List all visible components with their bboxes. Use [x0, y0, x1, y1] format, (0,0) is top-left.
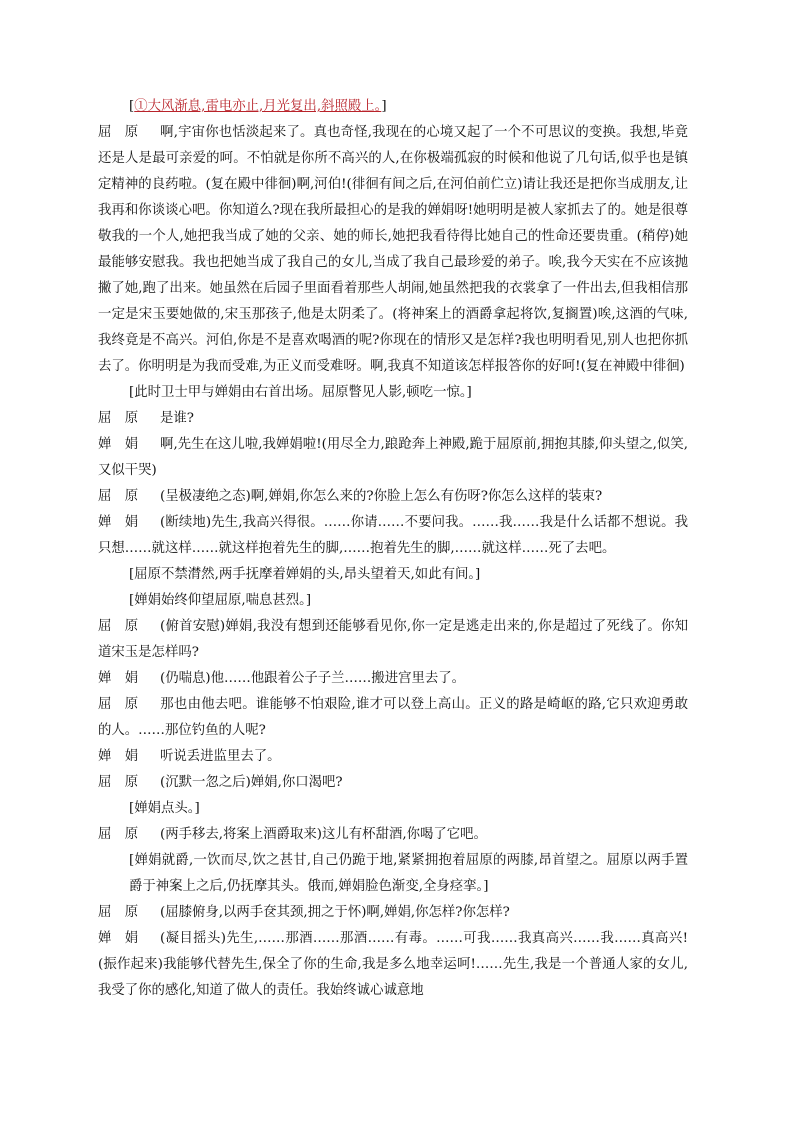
stage-direction: [婵娟就爵,一饮而尽,饮之甚甘,自己仍跪于地,紧紧拥抱着屈原的两膝,昂首望之。屈原以两手置爵于神案上之后,仍抚摩其头。俄而,婵娟脸色渐变,全身痉挛。]: [129, 853, 688, 894]
dialogue-text: (俯首安慰)婵娟,我没有想到还能够看见你,你一定是逃走出来的,你是超过了死线了。你知道宋玉是怎样吗?: [98, 619, 688, 660]
dialogue-text: (屈膝俯身,以两手奁其颈,拥之于怀)啊,婵娟,你怎样?你怎样?: [160, 905, 510, 920]
speaker-name: 屈 原: [98, 619, 139, 634]
document-page: [98, 94, 688, 1004]
speaker-name: 婵 娟: [98, 515, 139, 530]
speaker-name: 屈 原: [98, 489, 139, 504]
dialogue-line: [98, 926, 688, 1004]
speaker-name: 屈 原: [98, 827, 139, 842]
speaker-name: 屈 原: [98, 411, 139, 426]
dialogue-line: [98, 744, 688, 770]
dialogue-text: 听说丢进监里去了。: [160, 749, 281, 764]
stage-direction: [婵娟始终仰望屈原,喘息甚烈。]: [129, 593, 312, 608]
speaker-name: 婵 娟: [98, 437, 139, 452]
speaker-name: 婵 娟: [98, 931, 139, 946]
dialogue-line: [98, 692, 688, 744]
stage-direction-annotated: [98, 94, 688, 120]
dialogue-line: [98, 510, 688, 562]
stage-direction: [婵娟点头。]: [129, 801, 200, 816]
dialogue-line: [98, 666, 688, 692]
annotation-marked-text: ①大风渐息,雷电亦止,月光复出,斜照殿上。: [134, 99, 382, 114]
dialogue-text: 啊,先生在这儿啦,我婵娟啦!(用尽全力,踉跄奔上神殿,跪于屈原前,拥抱其膝,仰头望之,似笑,又似干哭): [98, 437, 688, 478]
dialogue-line: [98, 406, 688, 432]
dialogue-text: 啊,宇宙你也恬淡起来了。真也奇怪,我现在的心境又起了一个不可思议的变换。我想,毕竟还是人是最可亲爱的呵。不怕就是你所不高兴的人,在你极端孤寂的时候和他说了几句话,似乎也是镇定精神的良药啦。(复在殿中徘徊)啊,河伯!(徘徊有间之后,在河伯前伫立)请让我还是把你当成朋友,让我再和你谈谈心吧。你知道么?现在我所最担心的是我的婵娟呀!她明明是被人家抓去了的。她是很尊敬我的一个人,她把我当成了她的父亲、她的师长,她把我看待得比她自己的性命还要贵重。(稍停)她最能够安慰我。我也把她当成了我自己的女儿,当成了我自己最珍爱的弟子。唉,我今天实在不应该抛撇了她,跑了出来。她虽然在后园子里面看着那些人胡闹,她虽然把我的衣裳拿了一件出去,但我相信那一定是宋玉要她做的,宋玉那孩子,他是太阴柔了。(将神案上的酒爵拿起将饮,复搁置)唉,这酒的气味,我终竟是不高兴。河伯,你是不是喜欢喝酒的呢?你现在的情形又是怎样?我也明明看见,别人也把你抓去了。你明明是为我而受难,为正义而受难呀。啊,我真不知道该怎样报答你的好呵!(复在神殿中徘徊): [98, 125, 688, 374]
speaker-name: 屈 原: [98, 905, 139, 920]
bracket-open: [: [129, 99, 135, 114]
dialogue-line: [98, 432, 688, 484]
dialogue-text: (呈极凄绝之态)啊,婵娟,你怎么来的?你脸上怎么有伤呀?你怎么这样的装束?: [160, 489, 603, 504]
dialogue-line: [98, 484, 688, 510]
stage-direction: [此时卫士甲与婵娟由右首出场。屈原瞥见人影,顿吃一惊。]: [129, 385, 472, 400]
dialogue-text: (两手移去,将案上酒爵取来)这儿有杯甜酒,你喝了它吧。: [160, 827, 487, 842]
bracket-close: ]: [381, 99, 387, 114]
dialogue-text: 那也由他去吧。谁能够不怕艰险,谁才可以登上高山。正义的路是崎岖的路,它只欢迎勇敢的人。……那位钓鱼的人呢?: [98, 697, 688, 738]
speaker-name: 屈 原: [98, 697, 139, 712]
speaker-name: 屈 原: [98, 125, 139, 140]
speaker-name: 婵 娟: [98, 749, 139, 764]
dialogue-line: [98, 120, 688, 380]
speaker-name: 婵 娟: [98, 671, 139, 686]
dialogue-text: 是谁?: [160, 411, 194, 426]
dialogue-text: (沉默一忽之后)婵娟,你口渴吧?: [160, 775, 343, 790]
dialogue-line: [98, 822, 688, 848]
dialogue-line: [98, 770, 688, 796]
dialogue-text: (凝目摇头)先生,……那酒……那酒……有毒。……可我……我真高兴……我……真高兴!(振作起来)我能够代替先生,保全了你的生命,我是多么地幸运呵!……先生,我是一个普通人家的女儿,我受了你的感化,知道了做人的责任。我始终诚心诚意地: [98, 931, 688, 998]
stage-direction: [屈原不禁潸然,两手抚摩着婵娟的头,昂头望着天,如此有间。]: [129, 567, 481, 582]
dialogue-line: [98, 614, 688, 666]
dialogue-line: [98, 900, 688, 926]
dialogue-text: (断续地)先生,我高兴得很。……你请……不要问我。……我……我是什么话都不想说。我只想……就这样……就这样抱着先生的脚,……抱着先生的脚,……就这样……死了去吧。: [98, 515, 688, 556]
dialogue-text: (仍喘息)他……他跟着公子子兰……搬进宫里去了。: [160, 671, 466, 686]
speaker-name: 屈 原: [98, 775, 139, 790]
